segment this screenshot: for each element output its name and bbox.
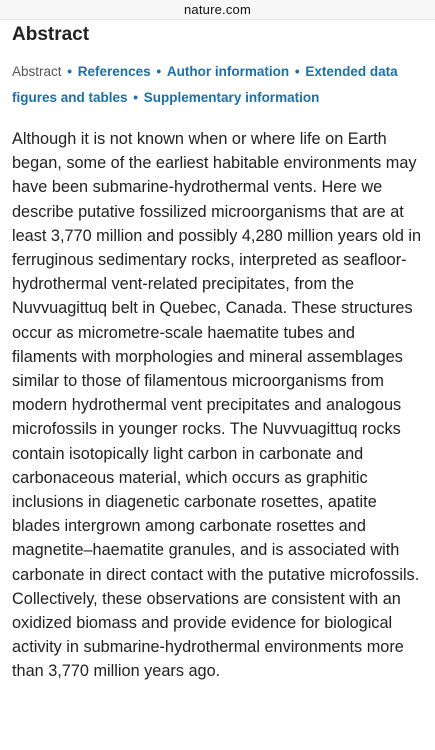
nav-link-references[interactable]: References [77, 64, 151, 79]
abstract-paragraph: Although it is not known when or where life on Earth began, some of the earliest habitable environments may have been submarine-hydrothermal vents. Here we describe putative fossilized microorganisms that are at least 3,770 million and possibly 4,280 million years old in ferruginous sedimentary rocks, interpreted as seafloor-hydrothermal vent-related precipitates, from the Nuvvuagittuq belt in Quebec, Canada. These structures occur as micrometre-scale haematite tubes and filaments with morphologies and mineral assemblages similar to those of filamentous microorganisms from modern hydrothermal vent precipitates and analogous microfossils in younger rocks. The Nuvvuagittuq rocks contain isotopically light carbon in carbonate and carbonaceous material, which occurs as graphitic inclusions in diagenetic carbonate rosettes, apatite blades intergrown among carbonate rosettes and magnetite–haematite granules, and is associated with carbonate in direct contact with the putative microfossils. Collectively, these observations are consistent with an oxidized biomass and provide evidence for biological activity in submarine-hydrothermal environments more than 3,770 million years ago. [12, 130, 422, 681]
browser-address-bar[interactable] [0, 0, 435, 20]
nav-link-extended-data[interactable]: Extended data figures and tables [12, 64, 398, 105]
nav-separator: • [156, 64, 162, 79]
nav-separator: • [294, 64, 300, 79]
nav-separator: • [133, 90, 139, 105]
nav-current-abstract: Abstract [12, 64, 62, 79]
nav-separator: • [67, 64, 73, 79]
nav-link-supplementary-information[interactable]: Supplementary information [143, 90, 320, 105]
section-nav [12, 59, 417, 111]
nav-link-author-information[interactable]: Author information [166, 64, 290, 79]
address-domain: nature.com [183, 2, 252, 17]
section-heading: Abstract [12, 24, 90, 45]
